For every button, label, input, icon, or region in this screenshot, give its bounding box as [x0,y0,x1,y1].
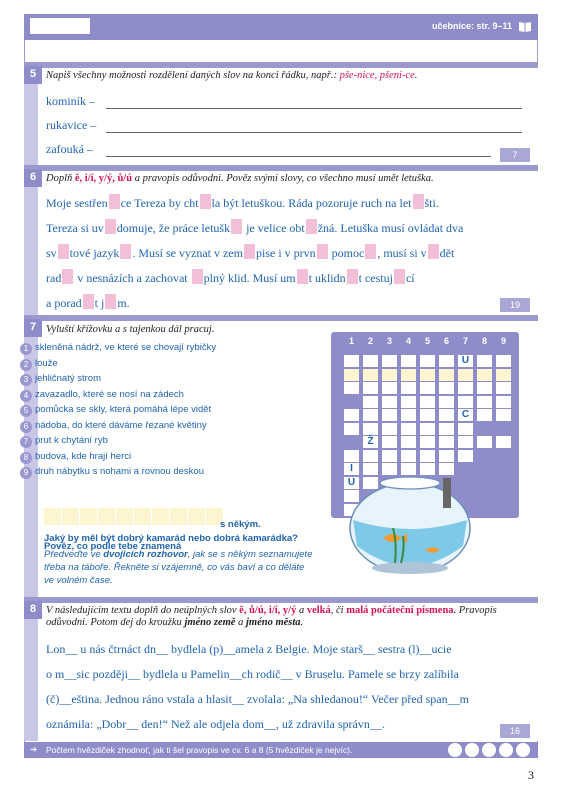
header-name-field[interactable] [30,18,90,34]
secret-letter-box[interactable] [116,508,133,525]
letter-gap[interactable] [428,244,439,259]
crossword-cell[interactable] [381,422,398,436]
crossword-cell[interactable] [438,354,455,368]
crossword-cell[interactable]: Ž [362,435,379,449]
letter-gap[interactable] [192,269,203,284]
crossword-cell[interactable] [362,422,379,436]
crossword-cell[interactable] [362,354,379,368]
column-number: 8 [481,336,487,346]
crossword-clue [20,342,216,355]
exercise-6 [24,165,538,315]
rating-dots [445,743,530,757]
rating-dot[interactable] [516,743,530,757]
crossword-cell[interactable] [400,381,417,395]
crossword-cell[interactable] [438,381,455,395]
page-number: 3 [528,768,534,782]
clue-text: zavazadlo, které se nosí na zádech [35,388,184,400]
exercise-instruction: Doplň ě, i/í, y/ý, ů/ú a pravopis odůvodni. Pověz svými slovy, co všechno musí umět letuška. [46,173,434,184]
crossword-clue [20,420,207,433]
crossword-cell[interactable] [343,381,360,395]
secret-letter-box[interactable] [134,508,151,525]
arrow-icon: ➔ [30,744,38,754]
crossword-cell[interactable] [400,449,417,463]
letter-gap[interactable] [200,194,211,209]
crossword-cell[interactable] [400,408,417,422]
crossword-cell[interactable] [457,381,474,395]
secret-letter-box[interactable] [80,508,97,525]
secret-letter-box[interactable] [188,508,205,525]
crossword-cell[interactable] [419,422,436,436]
crossword-cell[interactable] [457,368,474,382]
crossword-cell[interactable] [495,435,512,449]
fill-in-text [46,637,516,737]
column-number: 2 [367,336,373,346]
clue-number: 6 [20,421,32,433]
text-line: Tereza si uv domuje, že práce letušk je velice obt žná. Letuška musí ovládat dva [46,221,464,235]
crossword-cell[interactable] [381,395,398,409]
crossword-cell[interactable] [476,354,493,368]
rating-dot[interactable] [499,743,513,757]
exercise-8 [24,597,538,741]
word-zafouka: zafouká – [46,142,93,156]
text-line: a porad t j m. [46,296,130,310]
rating-dot[interactable] [448,743,462,757]
crossword-cell[interactable] [438,435,455,449]
question-secret-suffix: s někým. [220,519,261,530]
crossword-cell[interactable]: U [343,476,360,490]
crossword-cell[interactable] [495,395,512,409]
crossword-cell[interactable] [438,422,455,436]
score-box: 16 [500,724,530,738]
letter-gap[interactable] [105,219,116,234]
crossword-cell[interactable] [343,408,360,422]
crossword-clue [20,373,101,386]
secret-letter-box[interactable] [152,508,169,525]
crossword-cell[interactable] [495,368,512,382]
exercise-number: 5 [24,66,42,84]
letter-gap[interactable] [109,194,120,209]
text-line: (č)__eština. Jednou ráno vstala a hlasit__ zvolala: „Na shledanou!“ Večer před span__m [46,692,469,706]
exercise-instruction: Napiš všechny možnosti rozdělení daných slov na konci řádku, např.: pše-nice, pšeni-ce. [46,70,418,81]
crossword-cell[interactable] [419,368,436,382]
column-number: 1 [348,336,354,346]
crossword-cell[interactable] [362,449,379,463]
clue-text: jehličnatý strom [35,373,101,384]
letter-gap[interactable] [394,269,405,284]
letter-gap[interactable] [297,269,308,284]
crossword-cell[interactable] [476,435,493,449]
crossword-cell[interactable] [419,354,436,368]
crossword-cell[interactable] [381,408,398,422]
clue-number: 2 [20,359,32,371]
letter-gap[interactable] [120,244,131,259]
book-icon [518,20,532,32]
crossword-cell[interactable] [419,395,436,409]
crossword-cell[interactable] [381,449,398,463]
secret-answer-boxes[interactable] [44,508,224,530]
crossword-cell[interactable] [400,435,417,449]
column-number: 9 [500,336,506,346]
crossword-cell[interactable] [495,354,512,368]
crossword-cell[interactable] [457,395,474,409]
crossword-clue [20,358,58,371]
crossword-cell[interactable] [343,422,360,436]
exercise-number: 8 [24,601,42,619]
question-friend: Jaký by měl být dobrý kamarád nebo dobrá kamarádka? [44,533,298,544]
secret-letter-box[interactable] [44,508,61,525]
word-kominik: kominík – [46,94,96,108]
crossword-cell[interactable] [476,408,493,422]
crossword-cell[interactable] [343,354,360,368]
crossword-clue [20,466,204,479]
crossword-cell[interactable] [419,408,436,422]
dialogue-task: Předveďte ve dvojicích rozhovor, jak se s někým seznamujete třeba na táboře. Řekněte si vzájemně, co vás baví a co děláte ve volném čase. [44,549,313,586]
clue-number: 1 [20,343,32,355]
clue-text: budova, kde hrají herci [35,450,132,462]
question-secret: Pověz, co podle tebe znamená [44,541,182,552]
crossword-cell[interactable] [362,408,379,422]
crossword-cell[interactable] [495,408,512,422]
clue-number: 7 [20,436,32,448]
crossword-cell[interactable] [457,422,474,436]
score-box: 7 [500,148,530,162]
crossword-clue [20,404,211,417]
crossword-cell[interactable] [400,422,417,436]
letter-gap[interactable] [105,294,116,309]
column-number: 6 [443,336,449,346]
crossword-cell[interactable] [438,395,455,409]
text-line: Moje sestřen ce Tereza by cht la být letuškou. Ráda pozoruje ruch na let šti. [46,196,439,210]
letter-gap[interactable] [306,219,317,234]
crossword-clue [20,451,131,464]
crossword-cell[interactable] [381,381,398,395]
side-stripe [24,84,38,165]
crossword-cell[interactable] [457,435,474,449]
crossword-cell[interactable] [419,381,436,395]
answer-line[interactable] [106,156,491,157]
clue-number: 8 [20,452,32,464]
crossword-cell[interactable] [381,368,398,382]
letter-gap[interactable] [62,269,73,284]
clue-text: nádoba, do které dáváme řezané květiny [35,419,207,431]
side-stripe [24,187,38,315]
crossword-cell[interactable] [476,368,493,382]
crossword-cell[interactable] [362,395,379,409]
crossword-cell[interactable] [495,381,512,395]
crossword-cell[interactable] [476,395,493,409]
crossword-cell[interactable] [362,381,379,395]
answer-line[interactable] [106,132,522,133]
letter-gap[interactable] [83,294,94,309]
crossword-cell[interactable] [438,408,455,422]
crossword-cell[interactable] [362,368,379,382]
clue-text: skleněná nádrž, ve které se chovají rybičky [35,342,217,353]
secret-letter-box[interactable] [62,508,79,525]
letter-gap[interactable] [244,244,255,259]
exercise-instruction: V následujícím textu doplň do neúplných slov ě, ů/ú, i/í, y/ý a velká, či malá počáteční písmena. Pravopis odůvodni. Potom dej do kroužku jméno země a jméno města. [46,605,497,628]
clue-text: prut k chytání ryb [35,435,108,446]
letter-gap[interactable] [231,219,242,234]
crossword-cell[interactable] [343,368,360,382]
crossword-cell[interactable] [343,449,360,463]
clue-number: 5 [20,405,32,417]
clue-text: louže [35,357,58,369]
clue-number: 3 [20,374,32,386]
exercise-instruction: Vyluští křížovku a s tajenkou dál pracuj. [46,324,215,335]
secret-letter-box[interactable] [98,508,115,525]
clue-number: 9 [20,467,32,479]
crossword-cell[interactable] [457,449,474,463]
text-line: oznámila: „Dobr__ den!“ Než ale odjela dom__, už zdravila správn__. [46,717,385,731]
crossword-cell[interactable] [438,368,455,382]
letter-gap[interactable] [347,269,358,284]
crossword-cell[interactable]: U [457,354,474,368]
rating-dot[interactable] [465,743,479,757]
exercise-number: 6 [24,169,42,187]
column-number: 7 [462,336,468,346]
crossword-cell[interactable] [476,381,493,395]
column-number: 4 [405,336,411,346]
letter-gap[interactable] [317,244,328,259]
clue-number: 4 [20,390,32,402]
crossword-clue [20,389,184,402]
word-rukavice: rukavice – [46,118,97,132]
crossword-clue [20,435,108,448]
text-line: sv tové jazyk . Musí se vyznat v zem pise i v prvn pomoc , musí si v dět [46,246,455,260]
crossword-cell[interactable] [400,354,417,368]
text-line: rad v nesnázích a zachovat plný klid. Musí um t uklidn t cestuj cí [46,271,415,285]
column-number: 3 [386,336,392,346]
crossword-cell[interactable] [400,368,417,382]
exercise-5 [24,62,538,165]
side-stripe [24,619,38,741]
secret-letter-box[interactable] [170,508,187,525]
column-number: 5 [424,336,430,346]
crossword-cell[interactable] [381,435,398,449]
crossword-cell[interactable] [438,449,455,463]
crossword-cell[interactable]: C [457,408,474,422]
clue-text: druh nábytku s nohami a rovnou deskou [35,466,204,477]
header-bar [24,14,538,40]
clue-text: pomůcka se skly, která pomáhá lépe vidět [35,404,212,415]
text-line: Lon__ u nás čtrnáct dn__ bydlela (p)__amela z Belgie. Moje starš__ sestra (l)__ucie [46,642,452,656]
crossword-cell[interactable] [419,449,436,463]
rating-dot[interactable] [482,743,496,757]
crossword-cell[interactable] [381,354,398,368]
text-line: o m__sic později__ bydlela u Pamelin__ch rodič__ v Bruselu. Pamele se brzy zalíbila [46,667,459,681]
fill-in-text [46,191,516,316]
textbook-reference: učebnice: str. 9–11 [431,21,512,31]
exercise-number: 7 [24,319,42,337]
letter-gap[interactable] [58,244,69,259]
aquarium-illustration [345,468,475,578]
crossword-cell[interactable] [400,395,417,409]
score-box: 19 [500,298,530,312]
answer-line[interactable] [106,108,522,109]
footer-text: Počtem hvězdiček zhodnoť, jak ti šel pravopis ve cv. 6 a 8 (5 hvězdiček je nejvíc). [46,745,353,755]
crossword-cell[interactable] [419,435,436,449]
crossword-cell[interactable]: I [343,462,360,476]
self-evaluation-bar [24,742,538,758]
letter-gap[interactable] [413,194,424,209]
letter-gap[interactable] [365,244,376,259]
